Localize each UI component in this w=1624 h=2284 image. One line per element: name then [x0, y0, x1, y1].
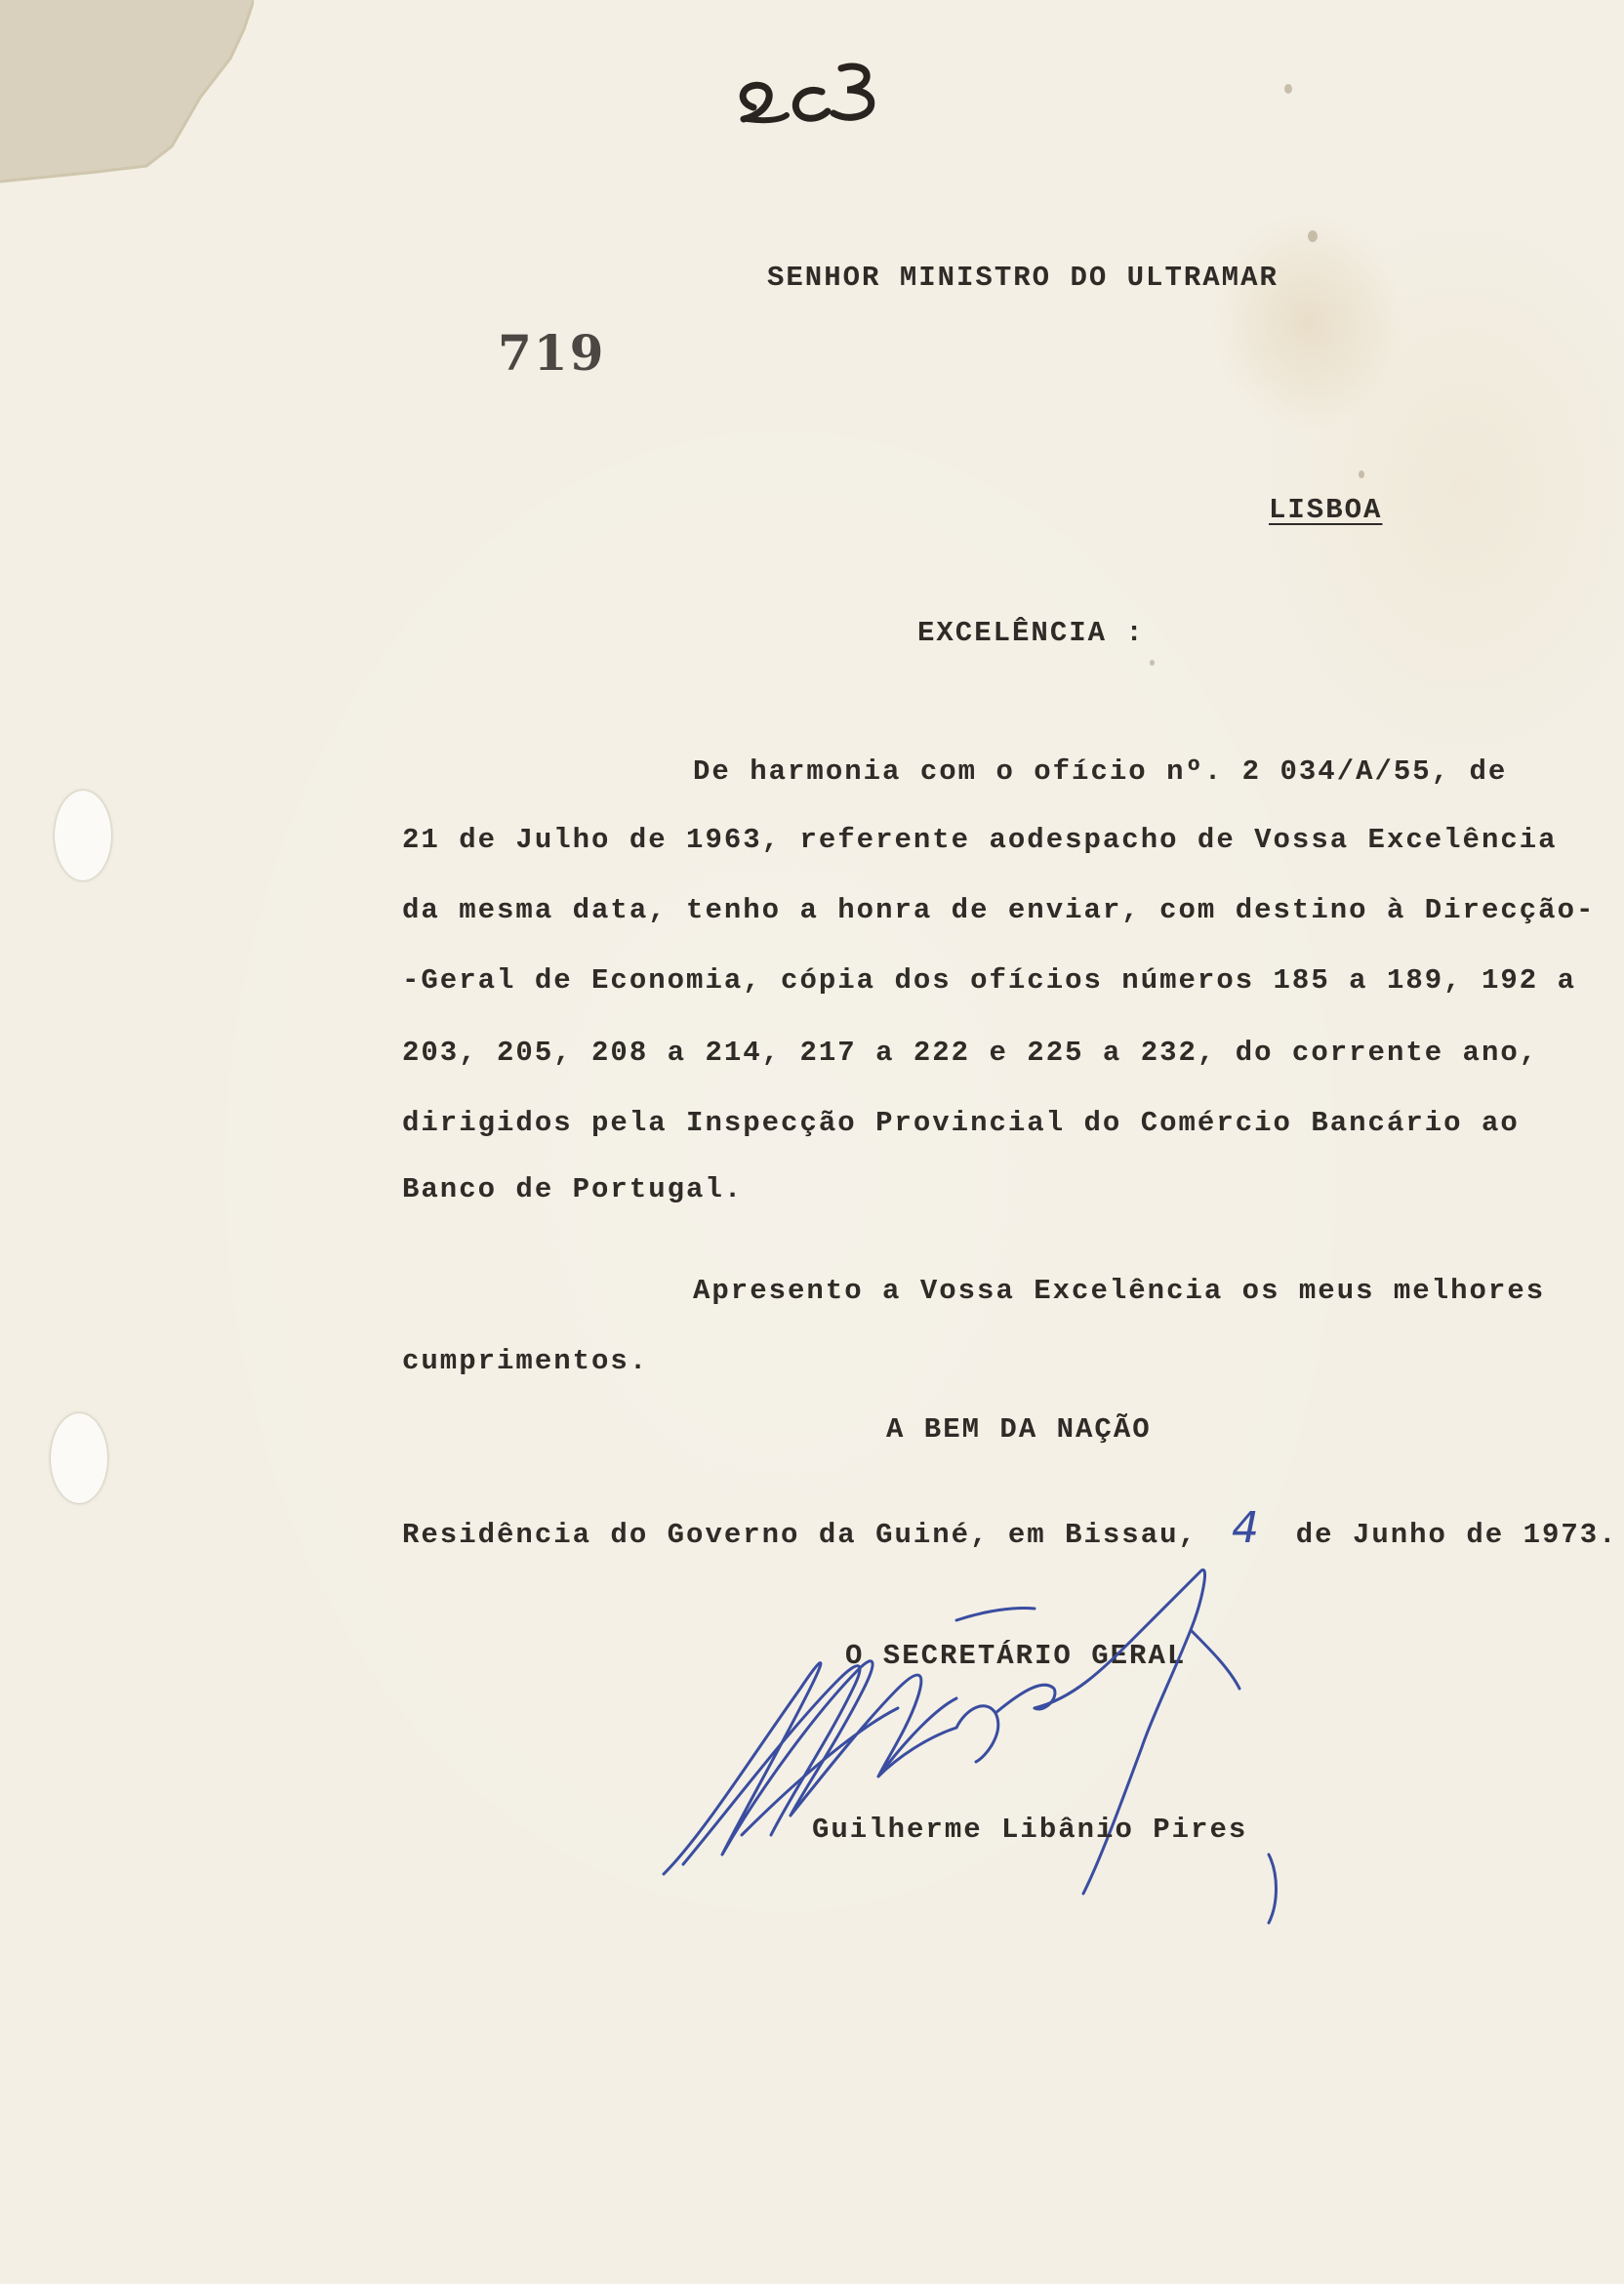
paper-speck: [1359, 470, 1364, 478]
punch-hole-top: [55, 791, 111, 880]
body-line: -Geral de Economia, cópia dos ofícios números 185 a 189, 192 a: [402, 964, 1576, 997]
city: LISBOA: [1269, 494, 1383, 526]
handwritten-header-mark: [732, 39, 908, 137]
paper-speck: [1308, 230, 1318, 242]
torn-corner: [0, 0, 254, 185]
body-line: 21 de Julho de 1963, referente aodespacho de Vossa Excelência: [402, 824, 1558, 856]
signer-name: Guilherme Libânio Pires: [812, 1814, 1248, 1846]
body-line: da mesma data, tenho a honra de enviar, com destino à Direcção-: [402, 894, 1596, 926]
body-line: Apresento a Vossa Excelência os meus melhores: [693, 1275, 1546, 1307]
paper-speck: [1284, 84, 1292, 94]
body-line: 203, 205, 208 a 214, 217 a 222 e 225 a 232, do corrente ano,: [402, 1037, 1539, 1069]
body-line: dirigidos pela Inspecção Provincial do Comércio Bancário ao: [402, 1107, 1520, 1139]
place-date-suffix: de Junho de 1973.: [1295, 1519, 1618, 1551]
body-line: De harmonia com o ofício nº. 2 034/A/55, de: [693, 755, 1508, 788]
addressee: SENHOR MINISTRO DO ULTRAMAR: [767, 262, 1279, 294]
body-line: Banco de Portugal.: [402, 1173, 744, 1205]
handwritten-signature: [644, 1542, 1327, 1933]
signer-title: O SECRETÁRIO GERAL: [845, 1640, 1187, 1672]
punch-hole-bottom: [51, 1413, 107, 1503]
paper-speck: [1150, 660, 1155, 666]
handwritten-day: 4: [1232, 1503, 1259, 1553]
stamp-number: 719: [498, 324, 606, 382]
closing-formula: A BEM DA NAÇÃO: [886, 1413, 1152, 1446]
salutation: EXCELÊNCIA :: [917, 617, 1145, 649]
body-line: cumprimentos.: [402, 1345, 649, 1377]
place-date-prefix: Residência do Governo da Guiné, em Bissau,: [402, 1519, 1198, 1551]
